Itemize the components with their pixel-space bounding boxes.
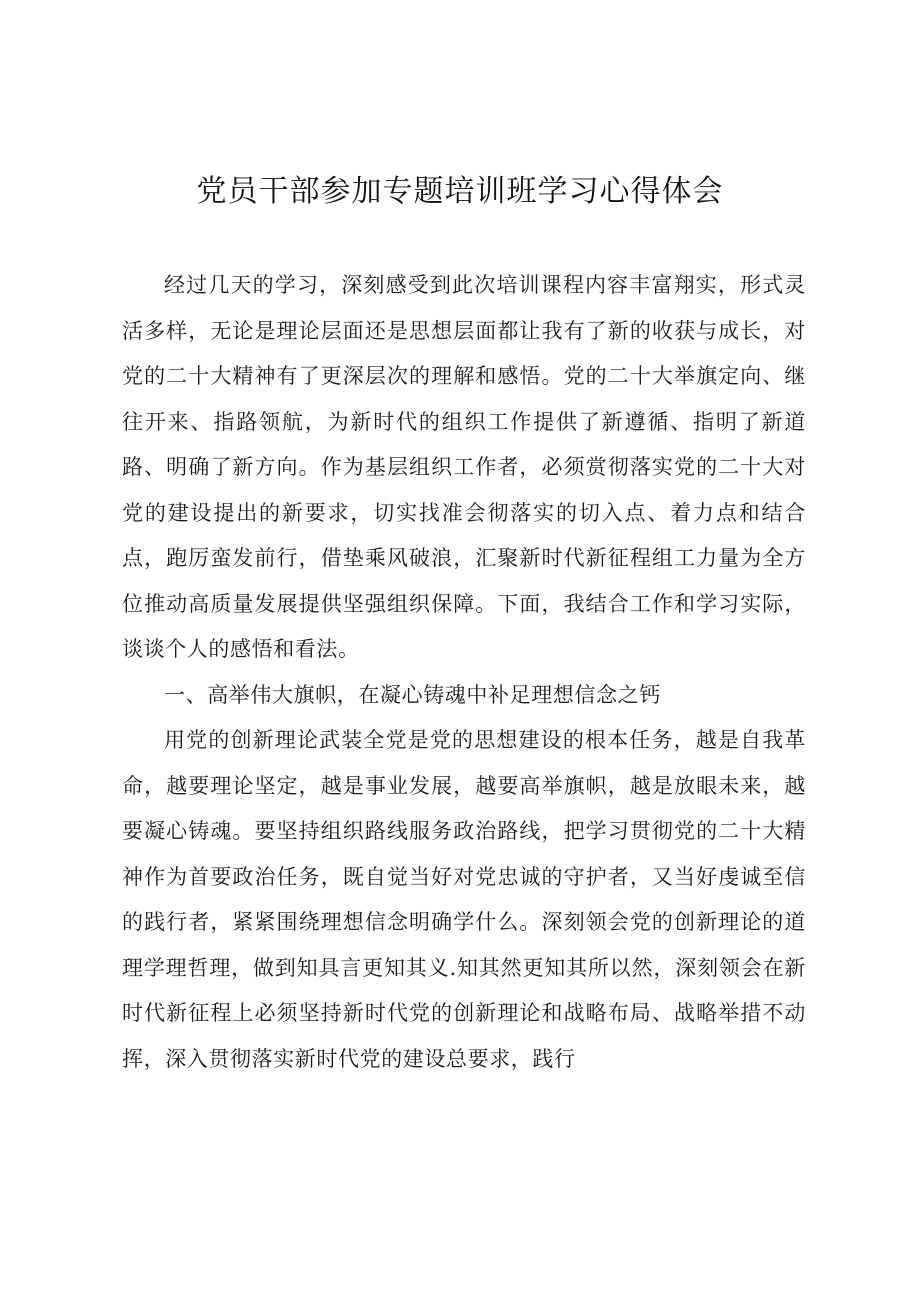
section-heading: 一、高举伟大旗帜，在凝心铸魂中补足理想信念之钙	[164, 682, 661, 707]
section-paragraph: 用党的创新理论武装全党是党的思想建设的根本任务，越是自我革命，越要理论坚定，越是事业发展，越要高举旗帜，越是放眼未来，越要凝心铸魂。要坚持组织路线服务政治路线，把学习贯彻党的二十大精神作为首要政治任务，既自觉当好对党忠诚的守护者，又当好虔诚至信的践行者，紧紧围绕理想信念明确学什么。深刻领会党的创新理论的道理学理哲理，做到知具言更知其义.知其然更知其所以然，深刻领会在新时代新征程上必须坚持新时代党的创新理论和战略布局、战略举措不动挥，深入贯彻落实新时代党的建设总要求，践行	[122, 728, 806, 1071]
document-title: 党员干部参加专题培训班学习心得体会	[196, 174, 724, 209]
intro-paragraph: 经过几天的学习，深刻感受到此次培训课程内容丰富翔实，形式灵活多样，无论是理论层面还是思想层面都让我有了新的收获与成长，对党的二十大精神有了更深层次的理解和感悟。党的二十大举旗定向、继往开来、指路领航，为新时代的组织工作提供了新遵循、指明了新道路、明确了新方向。作为基层组织工作者，必须赏彻落实党的二十大对党的建设提出的新要求，切实找准会彻落实的切入点、着力点和结合点，跑厉蛮发前行，借垫乘风破浪，汇聚新时代新征程组工力量为全方位推动高质量发展提供坚强组织保障。下面，我结合工作和学习实际，谈谈个人的感悟和看法。	[122, 273, 806, 661]
document-body	[122, 263, 806, 1082]
